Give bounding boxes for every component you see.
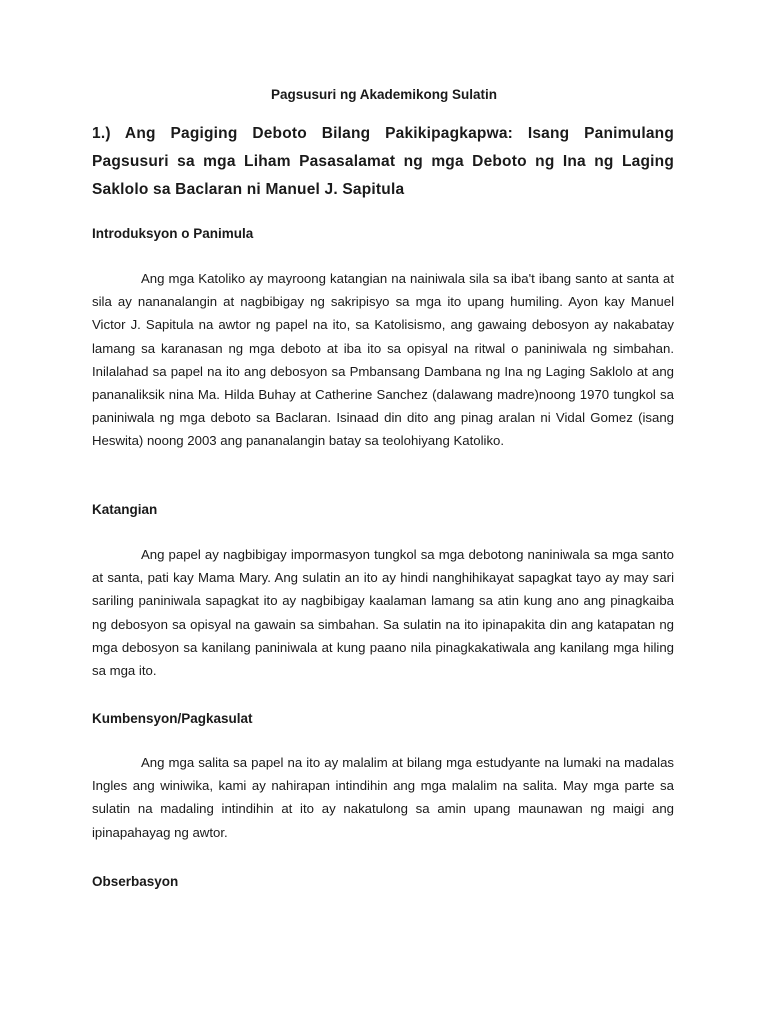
section-heading-katangian: Katangian xyxy=(92,502,158,517)
paragraph-katangian: Ang papel ay nagbibigay impormasyon tungkol sa mga debotong naniniwala sa mga santo at santa, pati kay Mama Mary. Ang sulatin an ito ay hindi nanghihikayat sapagkat tayo ay may sari sariling paniniwala sapagkat ito ay nagbibigay kaalaman lamang sa atin kung ano ang pinagkaiba ng debosyon sa opisyal na gawain sa simbahan. Sa sulatin na ito ipinapakita din ang katapatan ng mga debosyon sa kanilang paniniwala at kung paano nila pinagkakatiwala ang kanilang mga hiling sa mga ito. xyxy=(92,547,674,679)
main-heading: 1.) Ang Pagiging Deboto Bilang Pakikipagkapwa: Isang Panimulang Pagsusuri sa mga Liham Pasasalamat ng mga Deboto ng Ina ng Laging Saklolo sa Baclaran ni Manuel J. Sapitula xyxy=(92,125,674,198)
section-heading-kumbensyon: Kumbensyon/Pagkasulat xyxy=(92,711,253,726)
section-heading-obserbasyon: Obserbasyon xyxy=(92,874,179,889)
document-title: Pagsusuri ng Akademikong Sulatin xyxy=(270,87,498,102)
paragraph-kumbensyon: Ang mga salita sa papel na ito ay malalim at bilang mga estudyante na lumaki na madalas Ingles ang winiwika, kami ay nahirapan intindihin ang mga malalim na salita. May mga parte sa sulatin na madaling intindihin at ito ay nakatulong sa amin upang maunawan ng maigi ang ipinapahayag ng awtor. xyxy=(92,755,674,840)
paragraph-introduksyon: Ang mga Katoliko ay mayroong katangian na nainiwala sila sa iba't ibang santo at santa at sila ay nananalangin at nagbibigay ng sakripisyo sa mga ito upang humiling. Ayon kay Manuel Victor J. Sapitula na awtor ng papel na ito, sa Katolisismo, ang gawaing debosyon ay nakabatay lamang sa karanasan ng mga deboto at iba ito sa opisyal na ritwal o paniniwala ng simbahan. Inilalahad sa papel na ito ang debosyon sa Pmbansang Dambana ng Ina ng Laging Saklolo at ang pananaliksik nina Ma. Hilda Buhay at Catherine Sanchez (dalawang madre)noong 1970 tungkol sa paniniwala ng mga deboto sa Baclaran. Isinaad din dito ang pinag aralan ni Vidal Gomez (isang Heswita) noong 2003 ang pananalangin batay sa teolohiyang Katoliko. xyxy=(92,271,674,449)
section-heading-introduksyon: Introduksyon o Panimula xyxy=(92,226,254,241)
